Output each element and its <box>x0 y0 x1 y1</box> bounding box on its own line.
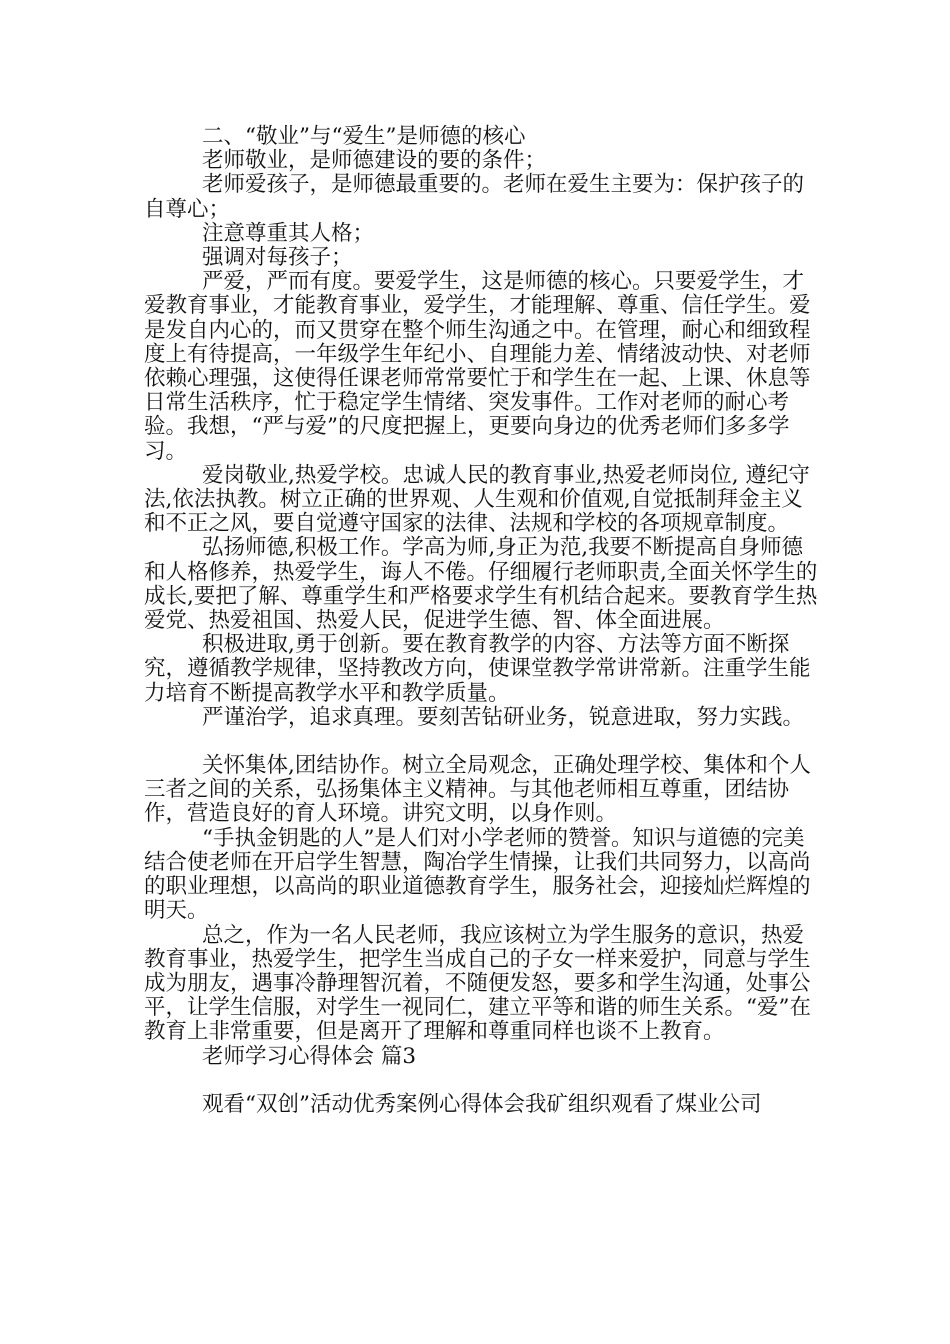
paragraph: 强调对每孩子； <box>202 245 353 271</box>
paragraph: 严爱，严而有度。要爱学生，这是师德的核心。只要爱学生，才爱教育事业，才能教育事业，爱学生，才能理解、尊重、信任学生。爱是发自内心的，而又贯穿在整个师生沟通之中。在管理，耐心和细致程度上有待提高，一年级学生年纪小、自理能力差、情绪波动快、对老师依赖心理强，这使得任课老师常常要忙于和学生在一起、上课、休息等日常生活秩序，忙于稳定学生情绪、突发事件。工作对老师的耐心考验。我想，“严与爱”的尺度把握上，更要向身边的优秀老师们多多学习。 <box>144 269 811 464</box>
paragraph: 总之，作为一名人民老师，我应该树立为学生服务的意识，热爱教育事业，热爱学生，把学生当成自己的子女一样来爱护，同意与学生成为朋友，遇事冷静理智沉着，不随便发怒，要多和学生沟通，处事公平，让学生信服，对学生一视同仁，建立平等和谐的师生关系。“爱”在教育上非常重要，但是离开了理解和尊重同样也谈不上教育。 <box>144 922 811 1045</box>
section-heading: 老师学习心得体会 篇3 <box>202 1043 417 1069</box>
paragraph: 爱岗敬业,热爱学校。忠诚人民的教育事业,热爱老师岗位, 遵纪守法,依法执教。树立正确的世界观、人生观和价值观,自觉抵制拜金主义和不正之风，要自觉遵守国家的法律、法规和学校的各项规章制度。 <box>144 462 810 537</box>
paragraph: 弘扬师德,积极工作。学高为师,身正为范,我要不断提高自身师德和人格修养，热爱学生，诲人不倦。仔细履行老师职责,全面关怀学生的成长,要把了解、尊重学生和严格要求学生有机结合起来。要教育学生热爱党、热爱祖国、热爱人民，促进学生德、智、体全面进展。 <box>144 535 818 634</box>
paragraph: 注意尊重其人格； <box>202 220 375 246</box>
paragraph: 积极进取,勇于创新。要在教育教学的内容、方法等方面不断探究，遵循教学规律，坚持教改方向，使课堂教学常讲常新。注重学生能力培育不断提高教学水平和教学质量。 <box>144 632 811 706</box>
paragraph: 严谨治学，追求真理。要刻苦钻研业务，锐意进取，努力实践。 <box>202 704 805 730</box>
paragraph: “手执金钥匙的人”是人们对小学老师的赞誉。知识与道德的完美结合使老师在开启学生智慧，陶冶学生情操，让我们共同努力，以高尚的职业理想，以高尚的职业道德教育学生，服务社会，迎接灿烂辉煌的明天。 <box>144 825 811 924</box>
blank-line <box>144 1069 824 1093</box>
document-body <box>144 125 824 1117</box>
paragraph: 老师敬业，是师德建设的要的条件； <box>202 148 547 174</box>
paragraph: 老师爱孩子，是师德最重要的。老师在爱生主要为：保护孩子的自尊心； <box>144 172 805 222</box>
paragraph: 观看“双创”活动优秀案例心得体会我矿组织观看了煤业公司 <box>202 1091 762 1117</box>
section-heading: 二、“敬业”与“爱生”是师德的核心 <box>202 124 526 149</box>
blank-line <box>144 730 824 754</box>
paragraph: 关怀集体,团结协作。树立全局观念，正确处理学校、集体和个人三者之间的关系，弘扬集体主义精神。与其他老师相互尊重，团结协作，营造良好的育人环境。讲究文明，以身作则。 <box>144 753 811 827</box>
